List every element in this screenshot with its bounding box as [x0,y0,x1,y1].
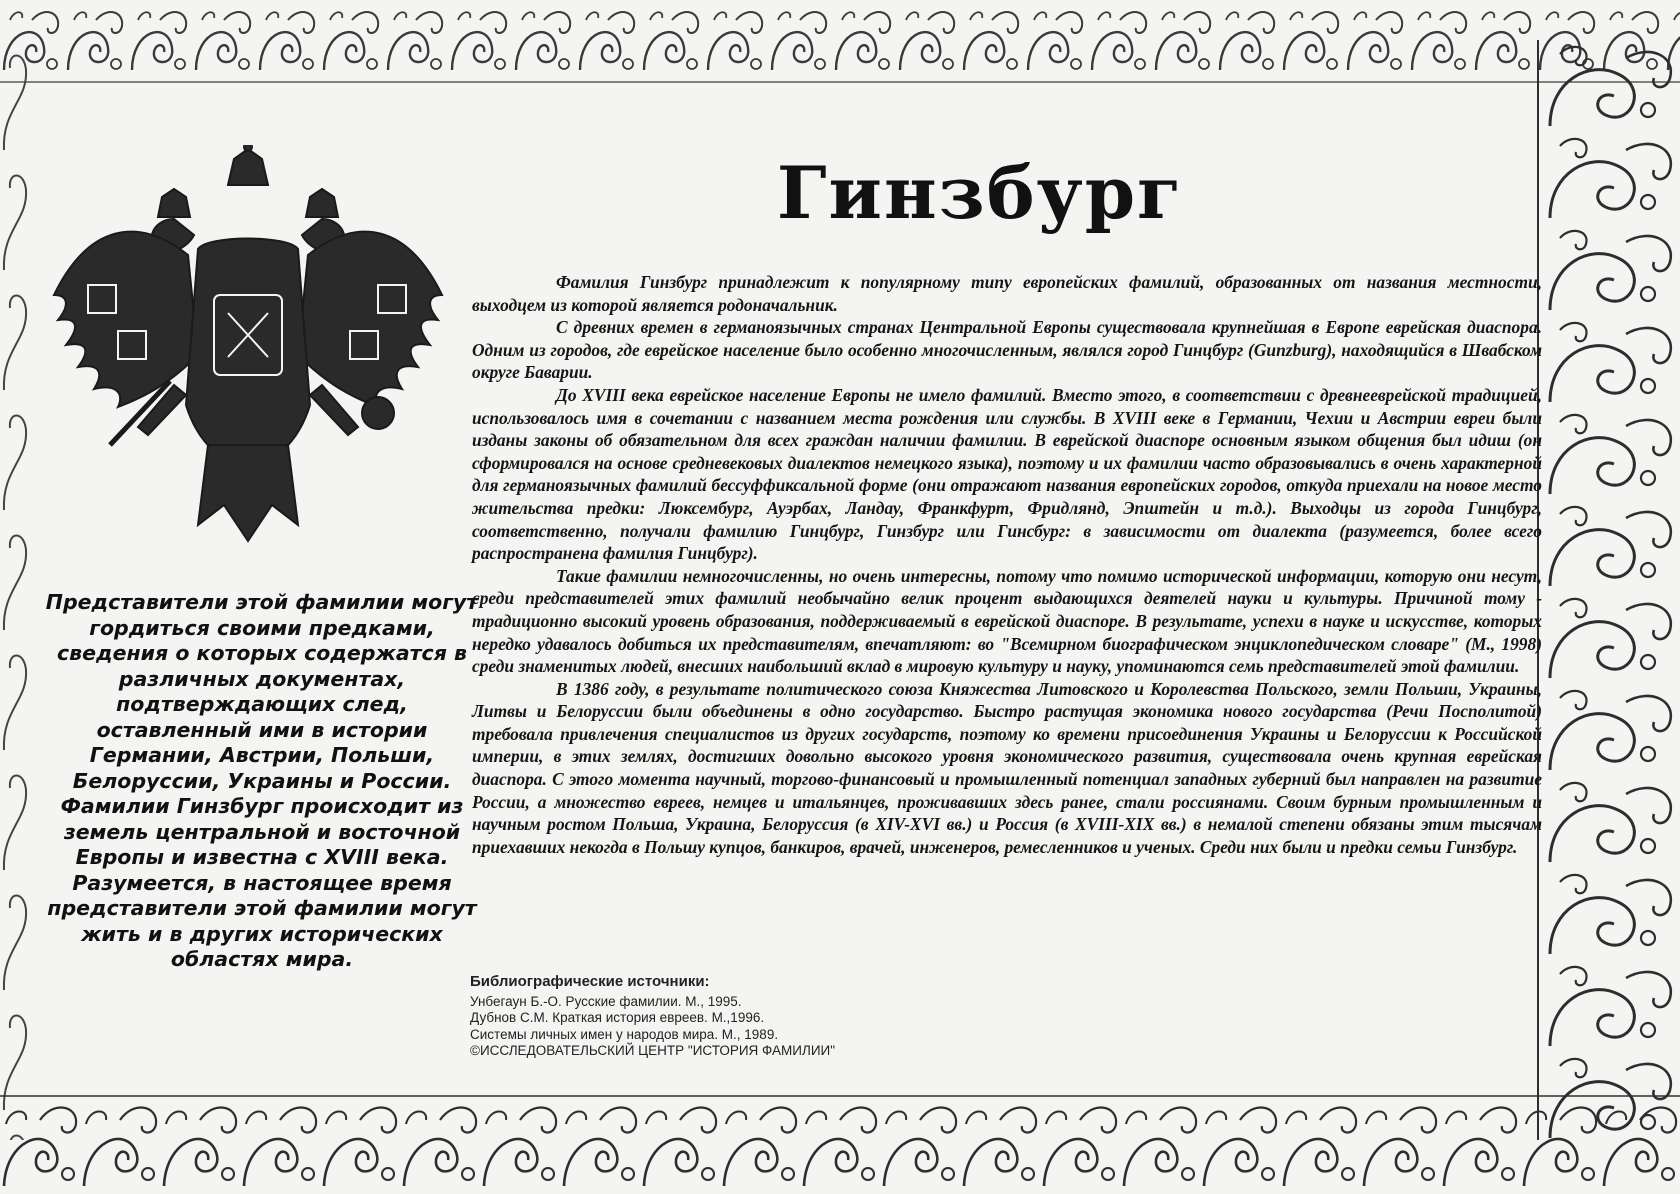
bibliography-heading: Библиографические источники: [470,973,710,990]
family-statement: Представители этой фамилии могут гордиться своими предками, сведения о которых содержатся в различных документах, подтверждающих след, оставленный ими в истории Германии, Австрии, Польши, Белоруссии, Украины и России. Фамилии Гинзбург происходит из земель центральной и восточной Европы и известна с XVIII века. Разумеется, в настоящее время представители этой фамилии могут жить и в других исторических областях мира. [45,590,479,971]
paragraph: Такие фамилии немногочисленны, но очень интересны, потому что помимо исторической информации, которую они несут, среди представителей этих фамилий необычайно велик процент выдающихся деятелей науки и культуры. Причиной тому - традиционно высокий уровень образования, поддерживаемый в еврейской диаспоре. В результате, успехи в науке и искусстве, которых нередко удавалось добиться их представителям, впечатляют: во "Всемирном биографическом энциклопедическом словаре" (М., 1998) среди знаменитых людей, внесших наибольший вклад в мировую культуру и науку, упоминаются семь представителей этой фамилии. [472,565,1542,677]
copyright-line: ©ИССЛЕДОВАТЕЛЬСКИЙ ЦЕНТР "ИСТОРИЯ ФАМИЛИИ" [470,1043,836,1058]
bibliography-item: Дубнов С.М. Краткая история евреев. М.,1996. [470,1010,765,1025]
bottom-ornament-border [0,1090,1680,1194]
left-ornament-border [0,40,34,1140]
bibliography [470,974,990,1060]
paragraph: До XVIII века еврейское население Европы не имело фамилий. Вместо этого, в соответствии с древнееврейской традицией, использовалось имя в сочетании с названием места рождения или службы. В XVIII веке в Германии, Чехии и Австрии евреи были изданы законы об обязательном для всех граждан наличии фамилии. В еврейской диаспоре основным языком общения был идиш (он сформировался на основе средневековых диалектов немецкого языка), поэтому и их фамилии часто образовывались в очень характерной для германоязычных фамилий бессуффиксальной форме (они отражают названия европейских городов, откуда приехали на новое место жительства предки: Люксембург, Ауэрбах, Ландау, Франкфурт, Фридлянд, Эпштейн и т.д.). Выходцы из города Гинцбург, соответственно, получали фамилию Гинцбург, Гинзбург или Гинсбург: в зависимости от диалекта (разумеется, более всего распространена фамилия Гинцбург). [472,384,1542,564]
double-headed-eagle-icon [48,145,468,575]
top-ornament-border [0,0,1680,86]
bibliography-item: Системы личных имен у народов мира. М., 1989. [470,1026,779,1042]
history-text [472,271,1542,858]
paragraph: С древних времен в германоязычных странах Центральной Европы существовала крупнейшая в Европе еврейская диаспора. Одним из городов, где еврейское население было особенно многочисленным, являлся город Гинцбург (Gunzburg), находящийся в Швабском округе Баварии. [472,317,1542,383]
bibliography-item: Унбегаун Б.-О. Русские фамилии. М., 1995. [470,993,742,1009]
surname-title: Гинзбург [776,150,1184,235]
paragraph: В 1386 году, в результате политического союза Княжества Литовского и Королевства Польского, земли Польши, Украины, Литвы и Белоруссии были объединены в одно государство. Быстро растущая экономика нового государства (Речи Посполитой) требовала привлечения специалистов из других государств, поэтому ко времени присоединения Украины и Белоруссии к Российской империи, в этих землях, достигших довольно высокого уровня экономического развития, существовала очень крупная еврейская диаспора. С этого момента научный, торгово-финансовый и промышленный потенциал западных губерний был направлен на развитие России, а множество евреев, немцев и итальянцев, проживавших здесь ранее, стали россиянами. Своим бурным промышленным и научным ростом Польша, Украина, Белоруссия (в XIV-XVI вв.) и Россия (в XVIII-XIX вв.) в немалой степени обязаны этим тысячам приехавших некогда в Польшу купцов, банкиров, врачей, инженеров, ремесленников и ученых. Среди них были и предки семьи Гинзбург. [472,678,1542,857]
right-ornament-border [1530,40,1680,1140]
paragraph: Фамилия Гинзбург принадлежит к популярному типу европейских фамилий, образованных от названия местности, выходцем из которой является родоначальник. [472,272,1542,315]
